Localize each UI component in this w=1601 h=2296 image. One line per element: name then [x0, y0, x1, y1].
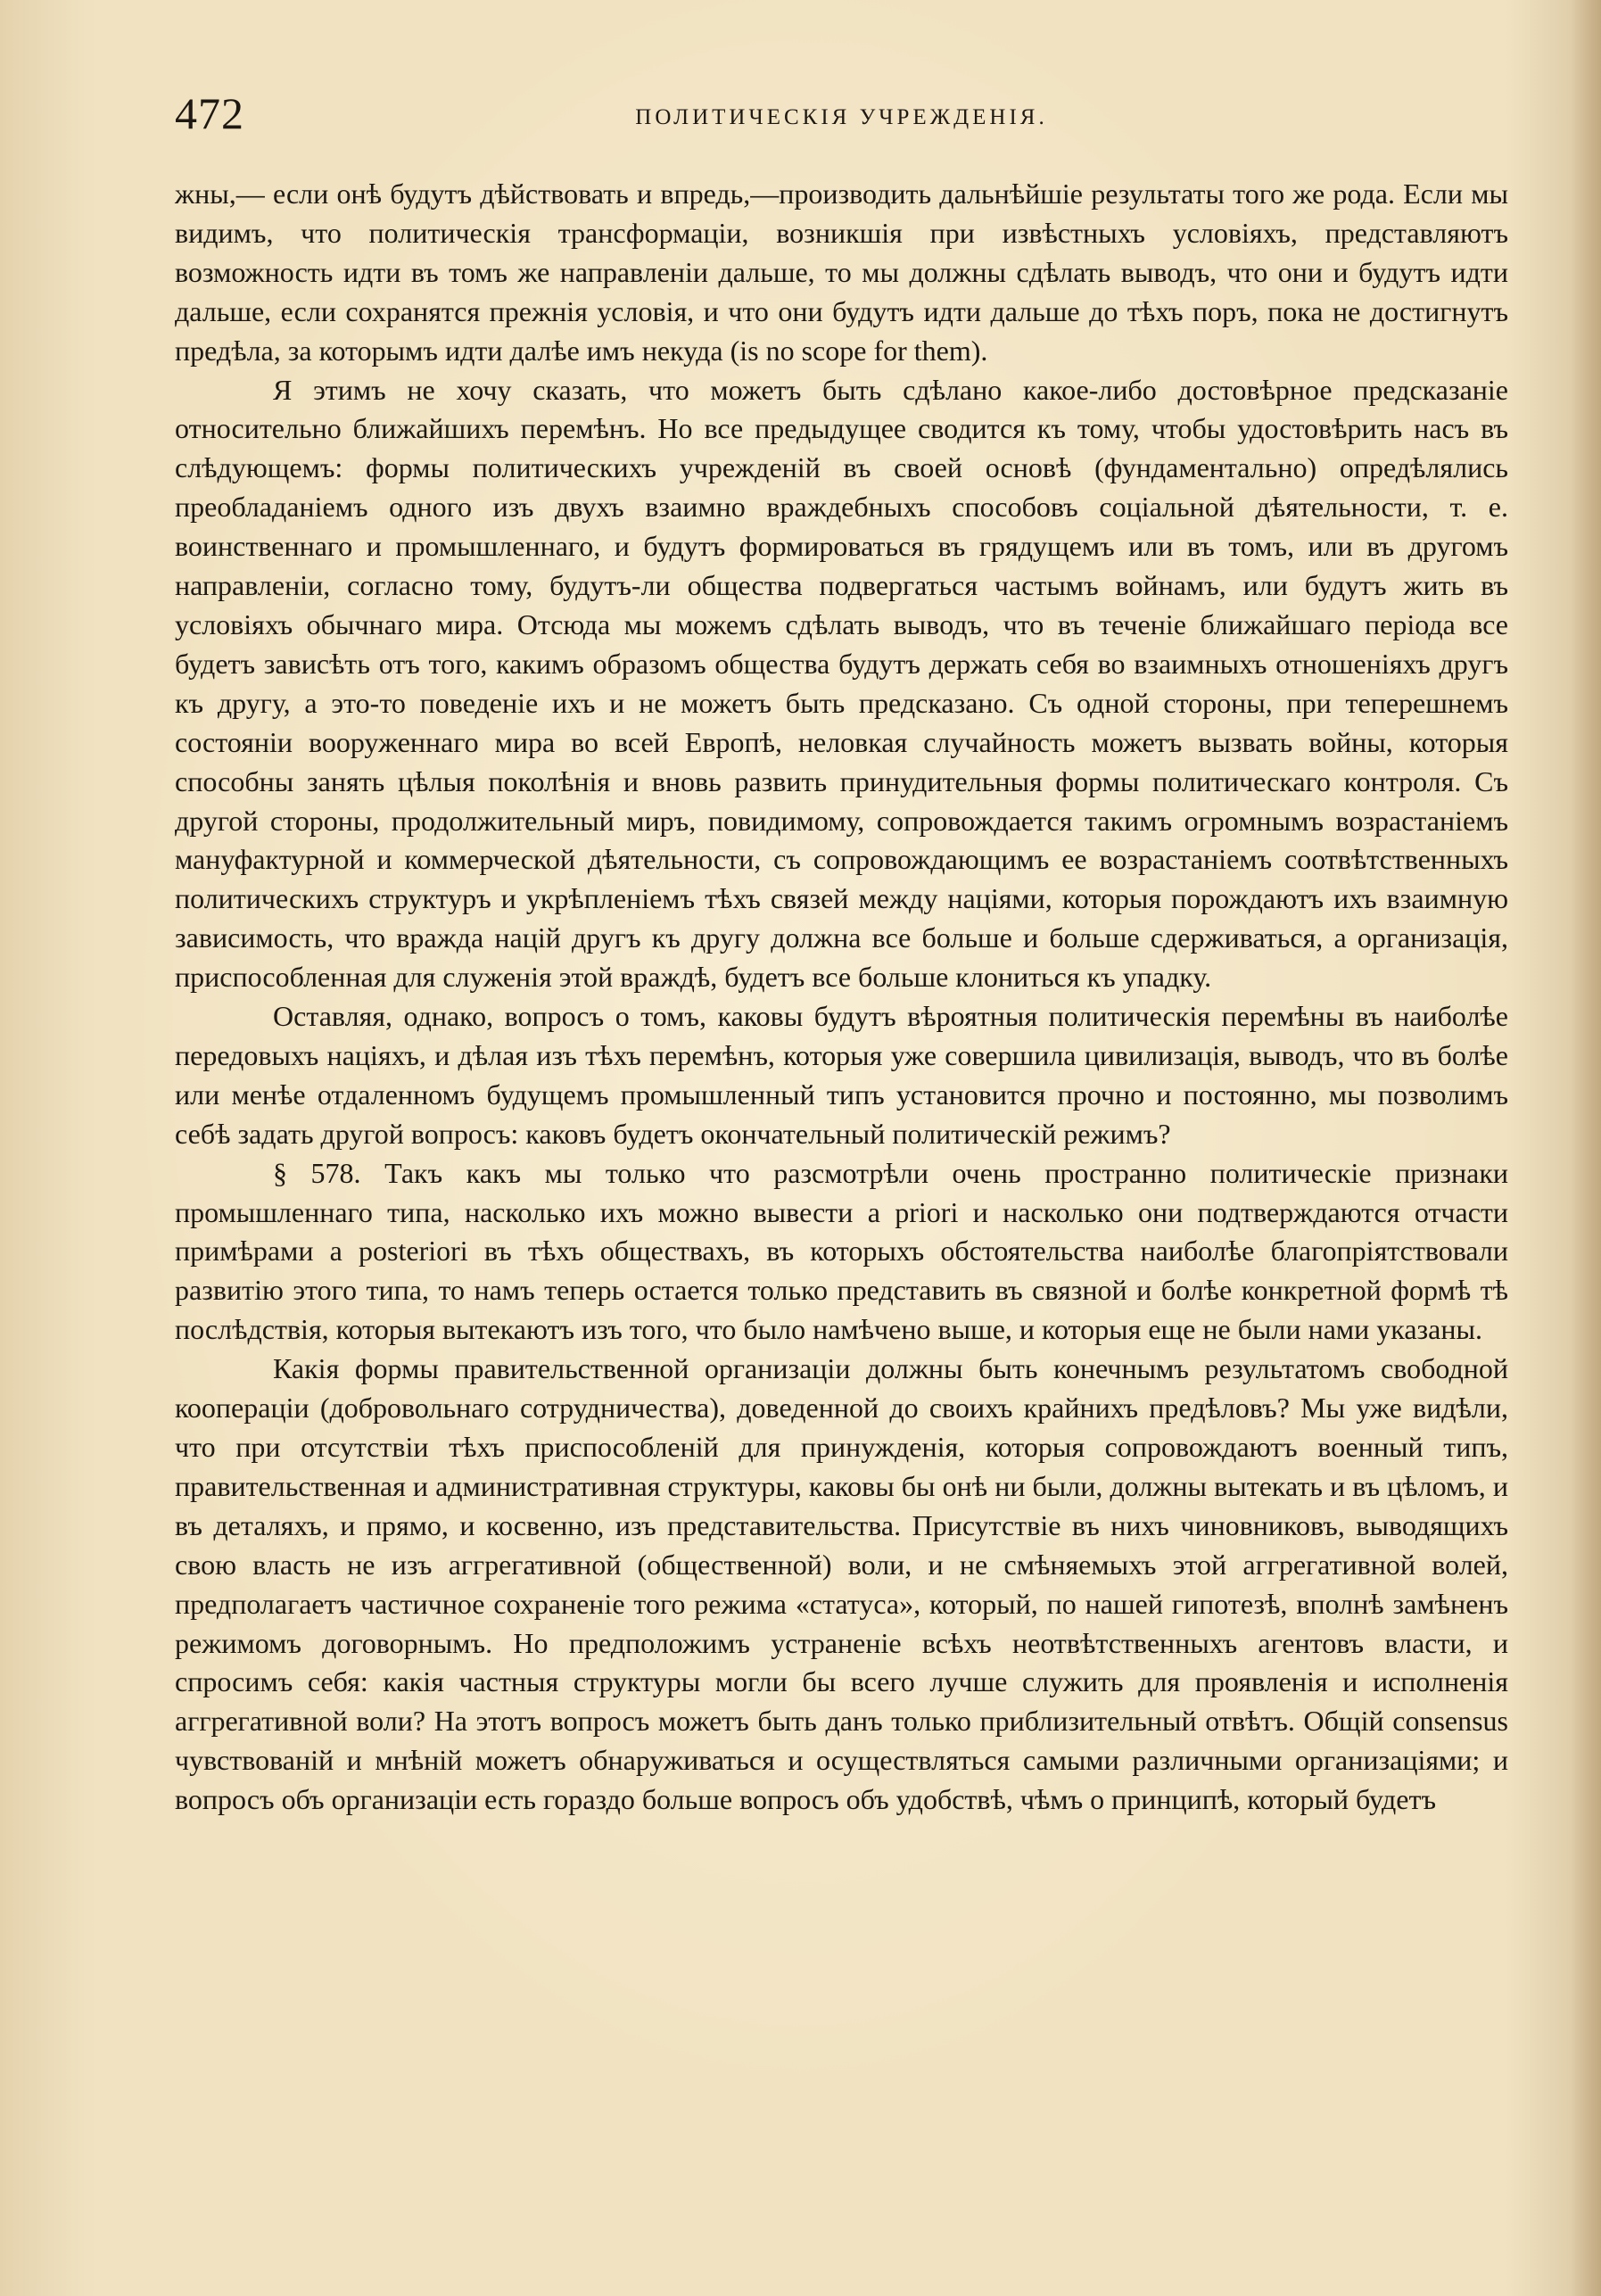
page-edge-shadow	[1570, 0, 1601, 2296]
paragraph: Оставляя, однако, вопросъ о томъ, каковы будутъ вѣроятныя политическія перемѣны въ наиболѣе передовыхъ націяхъ, и дѣлая изъ тѣхъ перемѣнъ, которыя уже совершила цивилизація, выводъ, что въ болѣе или менѣе отдаленномъ будущемъ промышленный типъ установится прочно и постоянно, мы позволимъ себѣ задать другой вопросъ: каковъ будетъ окончательный политическій режимъ?	[175, 1000, 1508, 1150]
paragraph: Я этимъ не хочу сказать, что можетъ быть сдѣлано какое-либо достовѣрное предсказаніе относительно ближайшихъ перемѣнъ. Но все предыдущее сводится къ тому, чтобы удостовѣрить насъ въ слѣдующемъ: формы политическихъ учрежденій въ своей основѣ (фундаментально) опредѣлялись преобладаніемъ одного изъ двухъ взаимно враждебныхъ способовъ соціальной дѣятельности, т. е. воинственнаго и промышленнаго, и будутъ формироваться въ грядущемъ или въ томъ, или въ другомъ направленіи, согласно тому, будутъ-ли общества подвергаться частымъ войнамъ, или будутъ жить въ условіяхъ обычнаго мира. Отсюда мы можемъ сдѣлать выводъ, что въ теченіе ближайшаго періода все будетъ зависѣть отъ того, какимъ образомъ общества будутъ держать себя во взаимныхъ отношеніяхъ другъ къ другу, а это-то поведеніе ихъ и не можетъ быть предсказано. Съ одной стороны, при теперешнемъ состояніи вооруженнаго мира во всей Европѣ, неловкая случайность можетъ вызвать войны, которыя способны занять цѣлыя поколѣнія и вновь развить принудительныя формы политическаго контроля. Съ другой стороны, продолжительный миръ, повидимому, сопровождается такимъ огромнымъ возрастаніемъ мануфактурной и коммерческой дѣятельности, съ сопровождающимъ ее возрастаніемъ соотвѣтственныхъ политическихъ структуръ и укрѣпленіемъ тѣхъ связей между націями, которыя порождаютъ ихъ взаимную зависимость, что вражда націй другъ къ другу должна все больше и больше сдерживаться, а организація, приспособленная для служенія этой враждѣ, будетъ все больше клониться къ упадку.	[175, 373, 1508, 994]
body-text	[175, 175, 1508, 1820]
page-number: 472	[175, 88, 244, 138]
paragraph-section-578: § 578. Такъ какъ мы только что разсмотрѣли очень пространно политическіе признаки промышленнаго типа, насколько ихъ можно вывести a priori и насколько они подтверждаются отчасти примѣрами a posteriori въ тѣхъ обществахъ, въ которыхъ обстоятельства наиболѣе благопріятствовали развитію этого типа, то намъ теперь остается только представить въ связной и болѣе конкретной формѣ тѣ послѣдствія, которыя вытекаютъ изъ того, что было намѣчено выше, и которыя еще не были нами указаны.	[175, 1156, 1508, 1346]
paragraph-continuation: жны,— если онѣ будутъ дѣйствовать и впредь,—производить дальнѣйшіе результаты того же рода. Если мы видимъ, что политическія трансформаціи, возникшія при извѣстныхъ условіяхъ, представляютъ возможность идти въ томъ же направленіи дальше, то мы должны сдѣлать выводъ, что они и будутъ идти дальше, если сохранятся прежнія условія, и что они будутъ идти дальше до тѣхъ поръ, пока не достигнутъ предѣла, за которымъ идти далѣе имъ некуда (is no scope for them).	[175, 178, 1508, 367]
paragraph: Какія формы правительственной организаціи должны быть конечнымъ результатомъ свободной коопераціи (добровольнаго сотрудничества), доведенной до своихъ крайнихъ предѣловъ? Мы уже видѣли, что при отсутствіи тѣхъ приспособленій для принужденія, которыя сопровождаютъ военный типъ, правительственная и административная структуры, каковы бы онѣ ни были, должны вытекать и въ цѣломъ, и въ деталяхъ, и прямо, и косвенно, изъ представительства. Присутствіе въ нихъ чиновниковъ, выводящихъ свою власть не изъ аггрегативной (общественной) воли, и не смѣняемыхъ этой аггрегативной волей, предполагаетъ частичное сохраненіе того режима «статуса», который, по нашей гипотезѣ, вполнѣ замѣненъ режимомъ договорнымъ. Но предположимъ устраненіе всѣхъ неотвѣтственныхъ агентовъ власти, и спросимъ себя: какія частныя структуры могли бы всего лучше служить для проявленія и исполненія аггрегативной воли? На этотъ вопросъ можетъ быть данъ только приблизительный отвѣтъ. Общій consensus чувствованій и мнѣній можетъ обнаруживаться и осуществляться самыми различными организаціями; и вопросъ объ организаціи есть гораздо больше вопросъ объ удобствѣ, чѣмъ о принципѣ, который будетъ	[175, 1352, 1508, 1816]
running-title: ПОЛИТИЧЕСКІЯ УЧРЕЖДЕНІЯ.	[635, 105, 1048, 129]
page-header	[175, 87, 1508, 150]
